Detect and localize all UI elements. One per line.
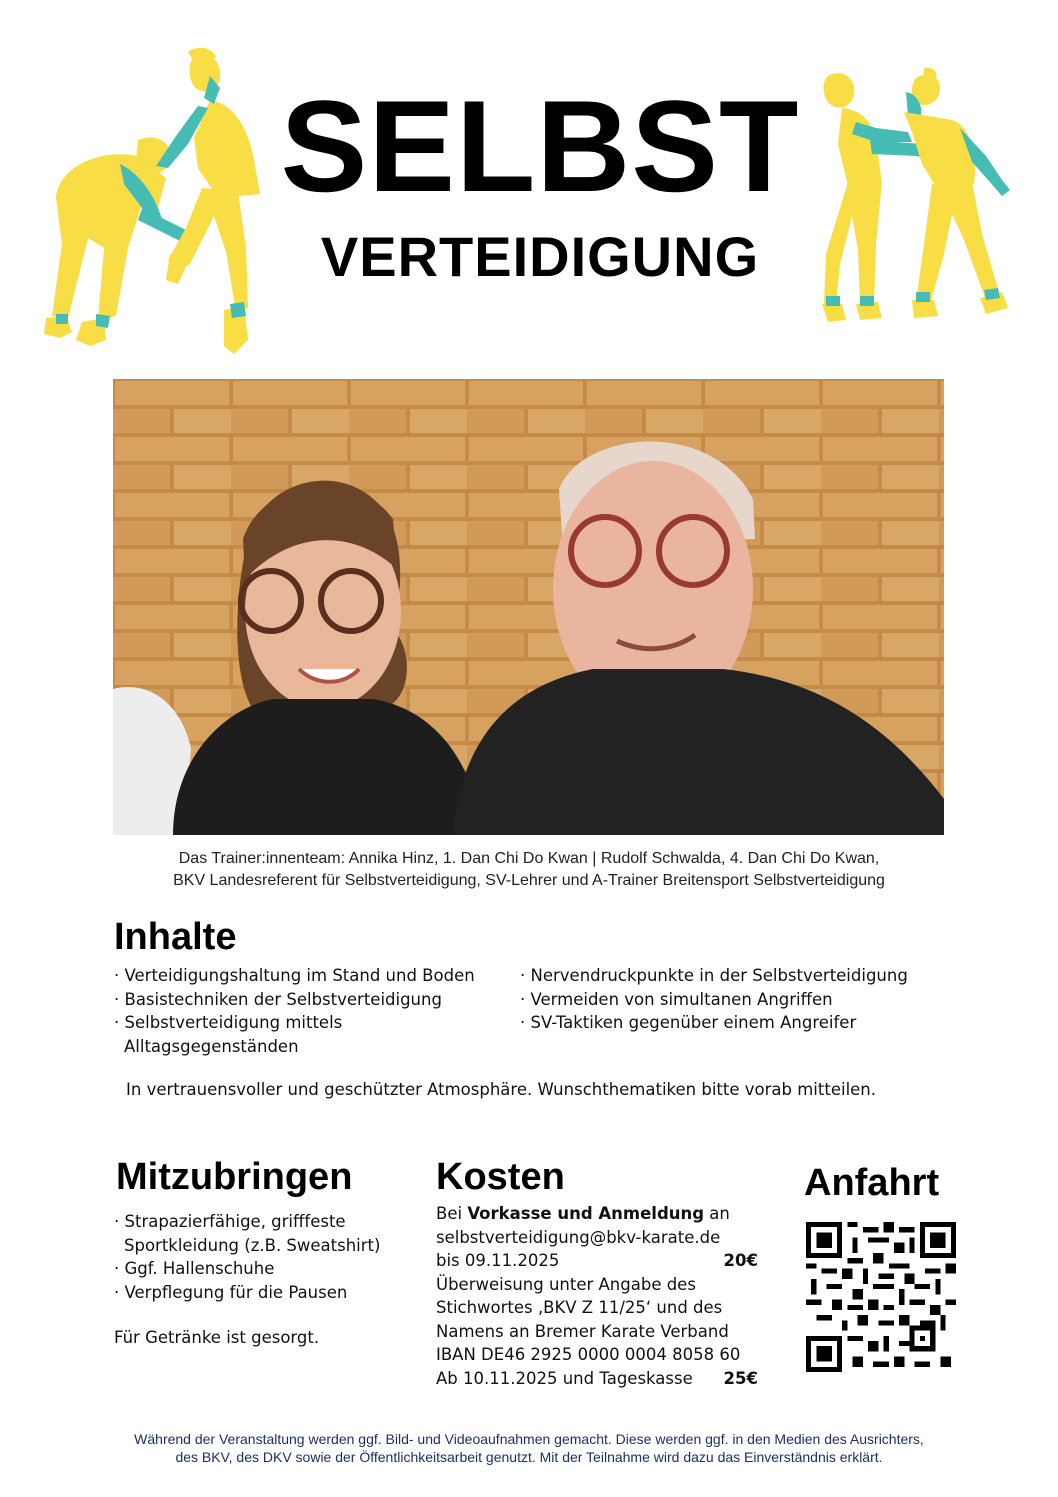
list-item: · Vermeiden von simultanen Angriffen — [520, 988, 940, 1012]
list-item: · Basistechniken der Selbstverteidigung — [114, 988, 504, 1012]
list-item: · Verteidigungshaltung im Stand und Boden — [114, 964, 504, 988]
anfahrt-heading: Anfahrt — [804, 1162, 940, 1204]
self-defense-illustration-right — [812, 64, 1022, 326]
trainer-photo — [113, 379, 944, 835]
inhalte-heading: Inhalte — [114, 916, 237, 958]
photo-caption-line-1: Das Trainer:innenteam: Annika Hinz, 1. Dan Chi Do Kwan | Rudolf Schwalda, 4. Dan Chi Do Kwan, — [178, 850, 880, 867]
list-item: · SV-Taktiken gegenüber einem Angreifer — [520, 1011, 940, 1035]
kosten-early-row: bis 09.11.2025 20€ — [436, 1249, 758, 1273]
footer-line-1: Während der Veranstaltung werden ggf. Bild- und Videoaufnahmen gemacht. Diese werden ggf. in den Medien des Ausrichters, — [134, 1431, 924, 1447]
photo-caption — [100, 848, 958, 892]
inhalte-list-right — [520, 964, 940, 1035]
page-subtitle: VERTEIDIGUNG — [320, 225, 760, 288]
inhalte-list-left — [114, 964, 504, 1058]
kosten-line-1: Bei Vorkasse und Anmeldung an — [436, 1204, 730, 1223]
price-early: 20€ — [723, 1251, 758, 1270]
kosten-details — [436, 1202, 758, 1390]
kosten-transfer-2: Stichwortes ‚BKV Z 11/25‘ und des — [436, 1298, 723, 1317]
kosten-iban: IBAN DE46 2925 0000 0004 8058 60 — [436, 1345, 741, 1364]
mitzubringen-list — [114, 1210, 404, 1304]
kosten-transfer-1: Überweisung unter Angabe des — [436, 1274, 696, 1294]
list-item: · Nervendruckpunkte in der Selbstverteidigung — [520, 964, 940, 988]
page-title: SELBST — [280, 73, 800, 219]
list-item: · Verpflegung für die Pausen — [114, 1281, 404, 1305]
inhalte-note: In vertrauensvoller und geschützter Atmosphäre. Wunschthematiken bitte vorab mitteilen. — [126, 1080, 877, 1099]
footer-disclaimer — [60, 1430, 998, 1466]
trainer-photo-image — [113, 379, 944, 835]
mitzubringen-note: Für Getränke ist gesorgt. — [114, 1328, 320, 1347]
kosten-heading: Kosten — [436, 1156, 565, 1198]
photo-caption-line-2: BKV Landesreferent für Selbstverteidigung, SV-Lehrer und A-Trainer Breitensport Selbstverteidigung — [173, 872, 885, 889]
kosten-late-row: Ab 10.11.2025 und Tageskasse 25€ — [436, 1367, 758, 1391]
list-item: · Selbstverteidigung mittels Alltagsgegenständen — [114, 1011, 374, 1058]
list-item: · Strapazierfähige, grifffeste Sportkleidung (z.B. Sweatshirt) — [114, 1210, 404, 1257]
mitzubringen-heading: Mitzubringen — [116, 1156, 353, 1198]
qr-code-icon[interactable] — [806, 1222, 956, 1372]
price-late: 25€ — [723, 1368, 758, 1388]
kosten-transfer-3: Namens an Bremer Karate Verband — [436, 1321, 729, 1341]
footer-line-2: des BKV, des DKV sowie der Öffentlichkeitsarbeit genutzt. Mit der Teilnahme wird dazu das Einverständnis erklärt. — [175, 1449, 883, 1465]
list-item: · Ggf. Hallenschuhe — [114, 1257, 404, 1281]
contact-email[interactable]: selbstverteidigung@bkv-karate.de — [436, 1227, 721, 1247]
self-defense-illustration-left — [38, 48, 268, 360]
